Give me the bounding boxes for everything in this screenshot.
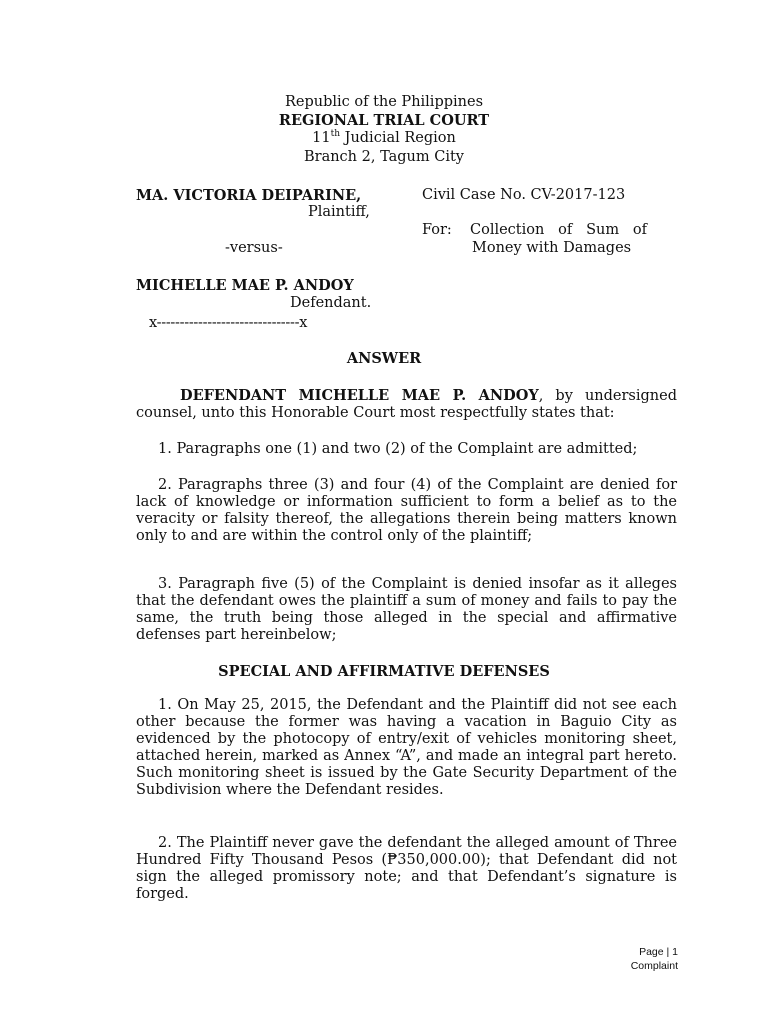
defendant-label: Defendant. [290,295,372,311]
defense-paragraph: 2. The Plaintiff never gave the defendant the alleged amount of Three Hundred Fifty Thousand Pesos (₱350,000.00); that Defendant did not sign the alleged promissory note; and that Defendant’s signature is forged. [136,835,677,902]
intro-text: , by undersigned counsel, unto this Honorable Court most respectfully states that: [136,388,677,421]
answer-paragraph: 3. Paragraph five (5) of the Complaint is denied insofar as it alleges that the defendant owes the plaintiff a sum of money and fails to pay the same, the truth being those alleged in the special and affirmative defenses part hereinbelow; [136,576,677,643]
answer-paragraph: 2. Paragraphs three (3) and four (4) of the Complaint are denied for lack of knowledge or information sufficient to form a belief as to the veracity or falsity thereof, the allegations therein being matters known only to and are within the control only of the plaintiff; [136,477,677,544]
case-number: Civil Case No. CV-2017-123 [422,187,626,203]
page-number: Page | 1 [639,946,678,958]
defense-paragraph: 1. On May 25, 2015, the Defendant and the Plaintiff did not see each other because the former was having a vacation in Baguio City as evidenced by the photocopy of entry/exit of vehicles monitoring sheet, attached herein, marked as Annex “A”, and made an integral part hereto. Such monitoring sheet is issued by the Gate Security Department of the Subdivision where the Defendant resides. [136,697,677,798]
plaintiff-label: Plaintiff, [308,204,370,220]
page-footer [631,945,678,973]
intro-paragraph [136,387,677,422]
header-branch: Branch 2, Tagum City [303,149,464,165]
footer-doc-label: Complaint [630,960,678,972]
special-defenses-heading: SPECIAL AND AFFIRMATIVE DEFENSES [218,663,550,680]
caption-separator: x-------------------------------x [149,315,308,331]
document-title: ANSWER [346,350,422,367]
header-republic: Republic of the Philippines [284,94,484,110]
intro-defendant: DEFENDANT MICHELLE MAE P. ANDOY [180,387,539,404]
for-line-1: Collection of Sum of [470,222,648,238]
for-line-2: Money with Damages [472,240,632,256]
for-label: For: [422,222,452,238]
answer-paragraph: 1. Paragraphs one (1) and two (2) of the Complaint are admitted; [158,441,638,457]
header-region: 11th Judicial Region [312,129,456,146]
versus-label: -versus- [225,240,283,256]
defendant-name: MICHELLE MAE P. ANDOY [136,277,354,294]
header-court: REGIONAL TRIAL COURT [278,112,490,129]
plaintiff-name: MA. VICTORIA DEIPARINE, [136,187,362,204]
